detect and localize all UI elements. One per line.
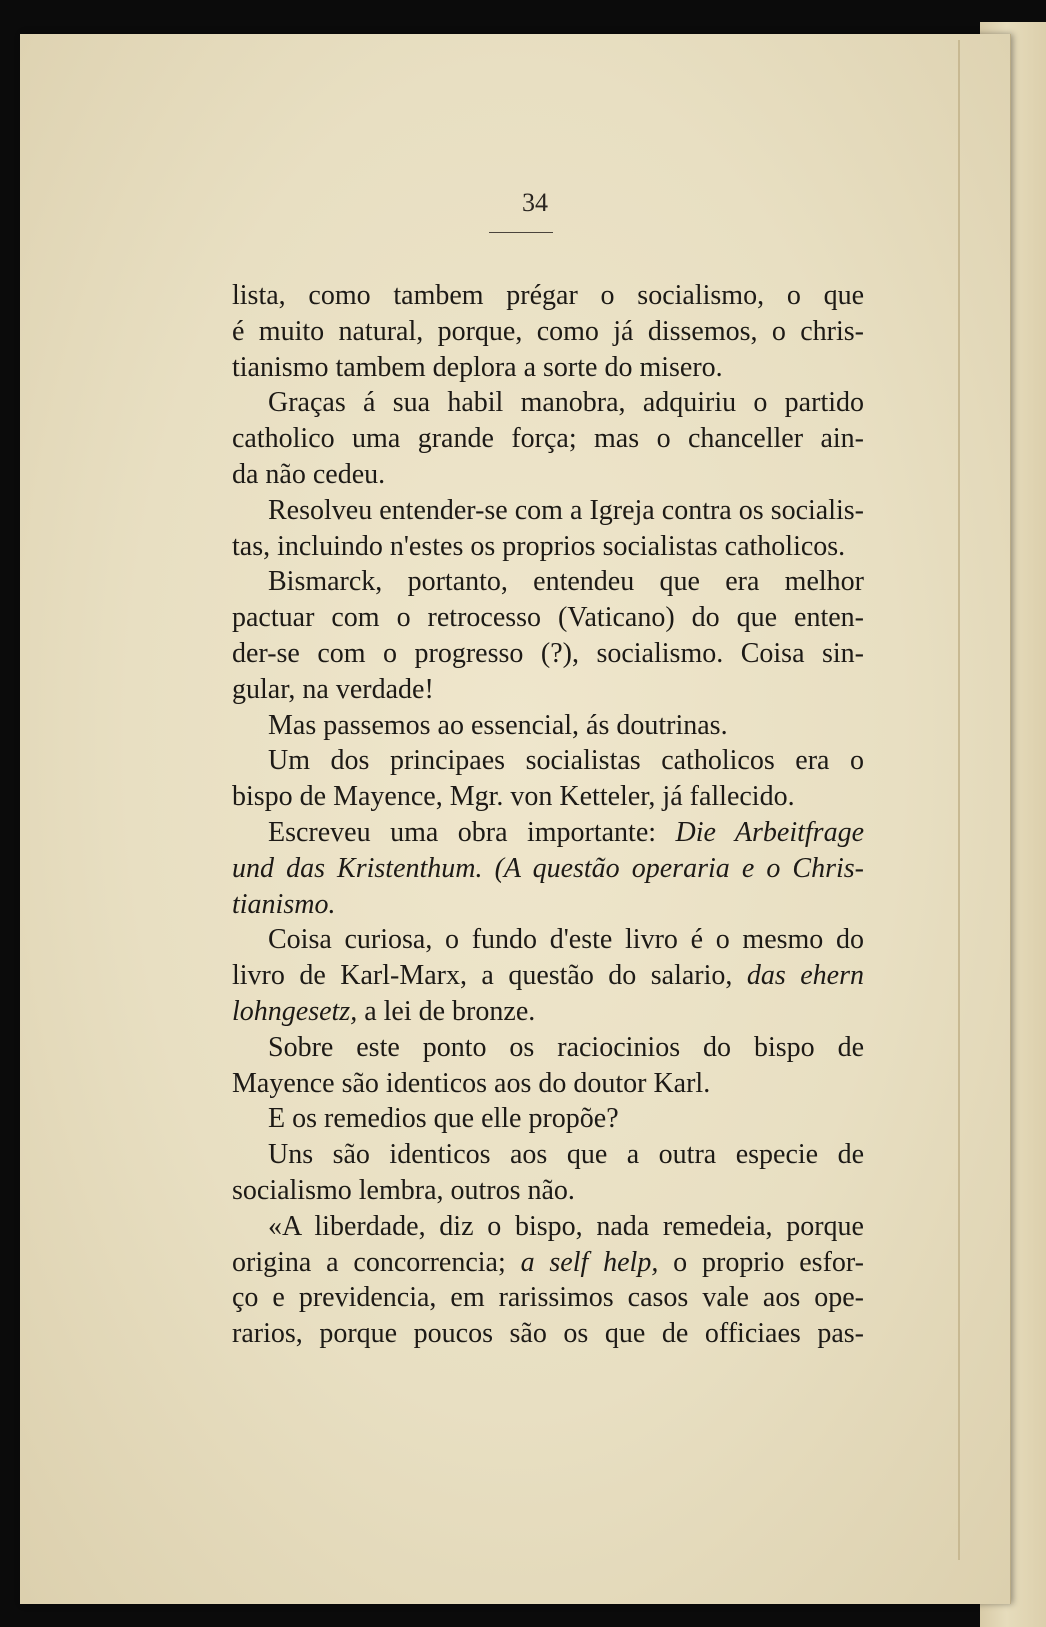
text-line [232, 958, 864, 994]
italic-text: a self help, [520, 1246, 659, 1278]
italic-text: Die Arbeitfrage [675, 816, 864, 848]
text-line: é muito natural, porque, como já dissemos, o chris- [232, 315, 864, 347]
text-line: Sobre este ponto os raciocinios do bispo de [268, 1031, 864, 1063]
text-line: Graças á sua habil manobra, adquiriu o partido [268, 387, 864, 419]
text-segment: o proprio esfor- [658, 1246, 864, 1278]
text-line: Uns são identicos aos que a outra especie de [268, 1139, 864, 1171]
text-line: Bismarck, portanto, entendeu que era melhor [268, 566, 864, 598]
text-line: lista, como tambem prégar o socialismo, o que [232, 280, 864, 311]
text-line: bispo de Mayence, Mgr. von Ketteler, já fallecido. [232, 781, 795, 813]
text-line: Mayence são identicos aos do doutor Karl. [232, 1067, 711, 1099]
text-line: rarios, porque poucos são os que de officiaes pas- [232, 1318, 864, 1350]
text-line: pactuar com o retrocesso (Vaticano) do que enten- [232, 602, 864, 634]
text-line [232, 994, 864, 1030]
text-segment: Escreveu uma obra importante: [268, 816, 676, 848]
text-line [232, 1245, 864, 1281]
italic-text: das ehern [746, 960, 864, 992]
italic-text: tianismo. [232, 888, 336, 920]
text-line: der-se com o progresso (?), socialismo. Coisa sin- [232, 637, 864, 669]
text-line: tianismo tambem deplora a sorte do misero. [232, 351, 723, 383]
text-line: da não cedeu. [232, 458, 386, 490]
text-line: tas, incluindo n'estes os proprios socialistas catholicos. [232, 530, 846, 562]
page-fold-line [958, 40, 960, 1560]
text-line: Coisa curiosa, o fundo d'este livro é o mesmo do [268, 924, 864, 956]
text-segment: origina a concorrencia; [232, 1246, 521, 1278]
italic-text: lohngesetz, [232, 995, 358, 1027]
text-line: Mas passemos ao essencial, ás doutrinas. [268, 709, 728, 741]
body-text [232, 278, 864, 1352]
text-line: ço e previdencia, em rarissimos casos vale aos ope- [232, 1282, 864, 1314]
text-segment: a lei de bronze. [357, 995, 536, 1027]
text-line: Um dos principaes socialistas catholicos era o [268, 745, 864, 777]
text-segment: livro de Karl-Marx, a questão do salario, [232, 960, 747, 992]
text-line: socialismo lembra, outros não. [232, 1174, 575, 1206]
header-rule [489, 232, 553, 233]
text-line: Resolveu entender-se com a Igreja contra os socialis- [268, 494, 864, 526]
italic-text: und das Kristenthum. (A questão operaria e o Chris- [232, 852, 864, 884]
text-line: E os remedios que elle propõe? [268, 1103, 619, 1135]
text-line: gular, na verdade! [232, 673, 434, 705]
text-line: «A liberdade, diz o bispo, nada remedeia, porque [268, 1210, 864, 1242]
text-line: catholico uma grande força; mas o chanceller ain- [232, 423, 864, 455]
text-line [232, 887, 864, 923]
text-line [232, 851, 864, 887]
page-number: 34 [522, 188, 548, 217]
text-line [232, 815, 864, 851]
